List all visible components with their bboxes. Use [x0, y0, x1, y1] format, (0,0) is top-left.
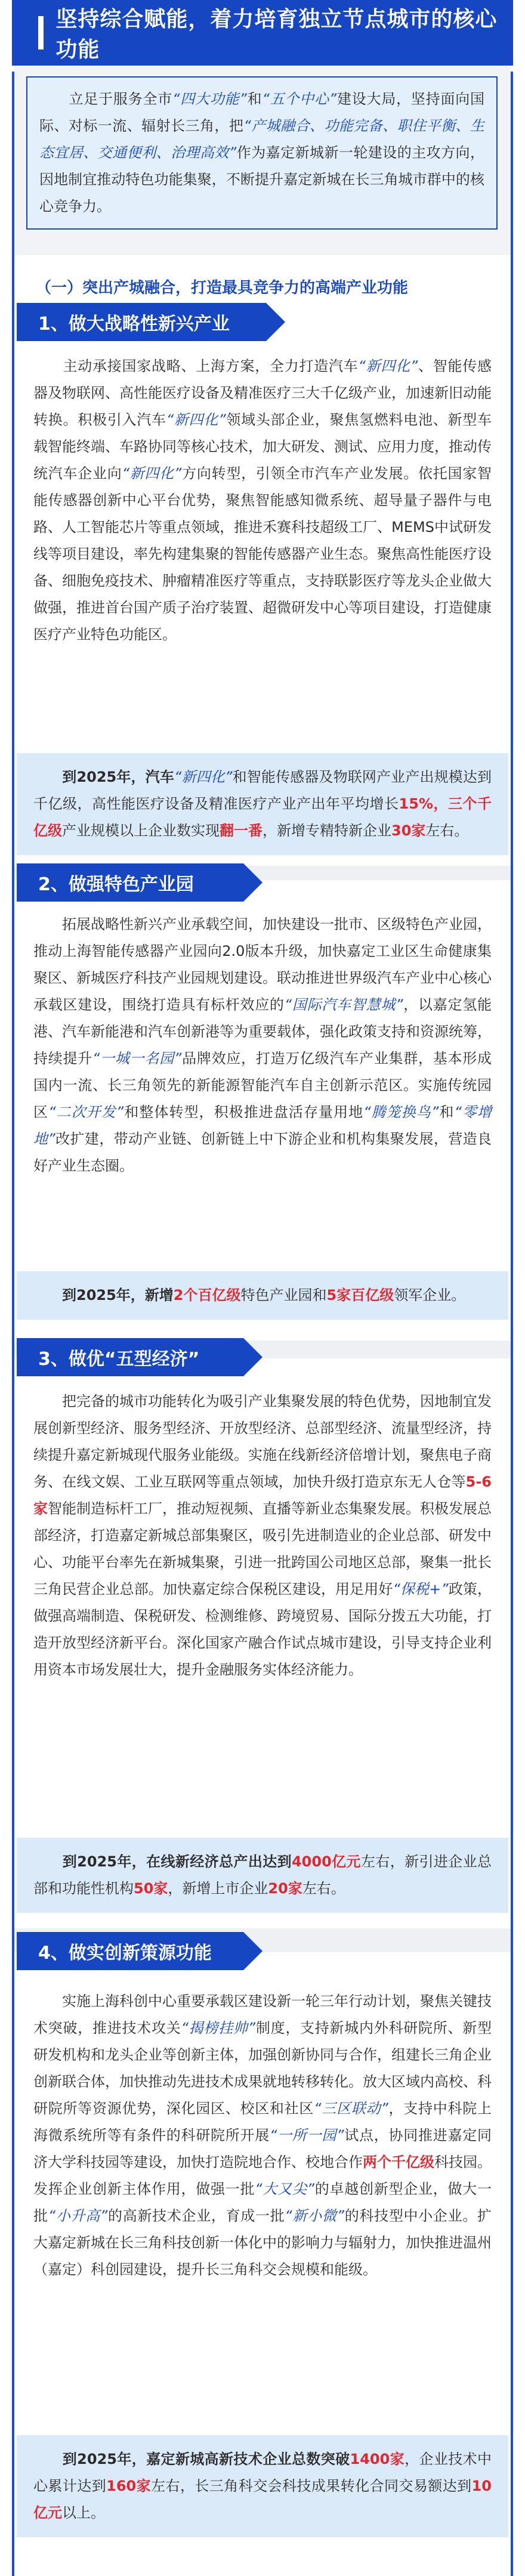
body-text: 试点，协同推进嘉定同济大学科技园等建设，加快打造院地合作、校地合作: [33, 2127, 492, 2171]
intro-emphasis: “四大功能”: [172, 91, 247, 107]
body-text: 方向转型，引领全市汽车产业发展。依托国家智能传感器创新中心平台优势，聚焦智能感知微系统、超导量子器件与电路、人工智能芯片等重点领域，推进禾赛科技超级工厂、MEMS中试研发线等项目建设，率先构建集聚的智能传感器产业生态。聚焦高性能医疗设备、细胞免疫技术、肿瘤精准医疗等重点，支持联影医疗等龙头企业做大做强，推进首台国产质子治疗装置、超微研发中心等项目建设，打造健康医疗产业特色功能区。: [33, 465, 492, 643]
target-highlight: 2个百亿级: [173, 1287, 241, 1304]
section-heading-3: 3、做优“五型经济”: [17, 1338, 243, 1376]
body-emphasis: “一城一名园”: [92, 1050, 182, 1067]
target-highlight: 50家: [134, 1880, 168, 1897]
body-highlight: 5-6家: [33, 1473, 492, 1517]
body-text: 的卓越创新型企业，做大一批: [33, 2181, 492, 2224]
body-emphasis: “新小微”: [285, 2207, 345, 2224]
body-text: 实施上海科创中心重要承载区建设新一轮三年行动计划，聚焦关键技术突破，推进技术攻关: [33, 1993, 492, 2036]
target-text: 左右，新引进企业总部和功能性机构: [33, 1853, 492, 1897]
section-4-target: [17, 2435, 508, 2537]
target-highlight: 20家: [268, 1880, 302, 1897]
target-highlight: 翻一番: [220, 822, 262, 839]
body-emphasis: “零增地”: [33, 1104, 492, 1147]
target-text: ，新增专精特新企业: [262, 822, 391, 839]
body-highlight: 两个千亿级: [363, 2154, 434, 2171]
body-text: 改扩建，带动产业链、创新链上中下游企业和机构集聚发展，营造良好产业生态圈。: [33, 1131, 492, 1174]
body-emphasis: “一所一园”: [269, 2127, 344, 2144]
body-text: ，以嘉定氢能港、汽车新能港和汽车创新港等为重要载体，强化政策支持和资源统筹，持续提升: [33, 996, 492, 1067]
page-title-banner: [12, 0, 513, 66]
intro-emphasis: “产城融合、功能完备、职住平衡、生态宜居、交通便利、治理高效”: [39, 117, 484, 161]
body-text: 的科技型中小企业。扩大嘉定新城在长三角科技创新一体化中的影响力与辐射力，加快推进温州（嘉定）科创园建设，提升长三角科交会规模和能级。: [33, 2207, 492, 2278]
body-emphasis: “大又尖”: [255, 2181, 315, 2197]
section-1-target: [17, 753, 508, 855]
body-text: 领域头部企业，聚焦氢燃料电池、新型车载智能终端、车路协同等核心技术，加大研发、测试、应用力度，推动传统汽车企业向: [33, 411, 492, 482]
target-text: 到2025年，嘉定新城高新技术企业总数突破: [62, 2451, 350, 2467]
body-text: 把完备的城市功能转化为吸引产业集聚发展的特色优势，因地制宜发展创新型经济、服务型经济、开放型经济、总部型经济、流量型经济，持续提升嘉定新城现代服务业能级。实施在线新经济倍增计划，聚焦电子商务、在线文娱、工业互联网等重点领域，加快升级打造京东无人仓等: [33, 1393, 492, 1490]
target-text: 领军企业。: [394, 1287, 466, 1304]
section-heading-4: 4、做实创新策源功能: [17, 1932, 243, 1970]
intro-text: 作为嘉定新城新一轮建设的主攻方向，因地制宜推动特色功能集聚，不断提升嘉定新城在长三角城市群中的核心竞争力。: [39, 144, 484, 215]
target-text: ，企业技术中心累计达到: [33, 2451, 492, 2494]
section-4-body: [33, 1988, 492, 2283]
subsection-heading: （一）突出产城融合，打造最具竞争力的高端产业功能: [36, 279, 409, 297]
target-text: 以上。: [62, 2504, 105, 2521]
body-text: 科技园。发挥企业创新主体作用，做强一批: [33, 2154, 492, 2197]
section-heading-2: 2、做强特色产业园: [17, 863, 243, 902]
body-text: 制度，支持新城内外科研院所、新型研发机构和龙头企业等创新主体，加强创新协同与合作，组建长三角企业创新联合体，加快推动先进技术成果就地转移转化。放大区域内高校、科研院所等资源优势，深化园区、校区和社区: [33, 2020, 492, 2117]
target-highlight: 15%，三个千亿级: [33, 795, 492, 839]
target-text: 到2025年，在线新经济总产出达到: [62, 1853, 292, 1870]
target-highlight: 160家: [106, 2478, 152, 2494]
body-emphasis: “新四化”: [358, 358, 418, 374]
intro-text: 建设大局，坚持面向国际、对标一流、辐射长三角，把: [39, 91, 485, 134]
body-text: 、智能传感器及物联网、高性能医疗设备及精准医疗三大千亿级产业，加速新旧动能转换。积极引入汽车: [33, 358, 492, 428]
body-text: 政策，做强高端制造、保税研发、检测维修、跨境贸易、国际分拨五大功能，打造开放型经济新平台。深化国家产融合作试点城市建设，引导支持企业利用资本市场发展壮大，提升金融服务实体经济能力。: [33, 1581, 492, 1678]
body-text: 品牌效应，打造万亿级汽车产业集群，基本形成国内一流、长三角领先的新能源智能汽车自主创新示范区。实施传统园区: [33, 1050, 492, 1120]
body-emphasis: “小升高”: [48, 2207, 108, 2224]
intro-text: 立足于服务全市: [69, 91, 173, 107]
intro-paragraph: [26, 76, 498, 230]
target-text: ，新增上市企业: [168, 1880, 268, 1897]
target-text: 产业规模以上企业数实现: [62, 822, 220, 839]
body-emphasis: “二次开发”: [48, 1104, 124, 1120]
target-text: 左右。: [302, 1880, 345, 1897]
section-2-body: [33, 911, 492, 1179]
section-2-target: [17, 1271, 508, 1320]
body-emphasis: “保税+”: [393, 1581, 449, 1597]
body-text: 的高新技术企业，育成一批: [107, 2207, 285, 2224]
target-text: 和智能传感器及物联网产业产出规模达到千亿级，高性能医疗设备及精准医疗产业产出年平均增长: [33, 769, 492, 812]
target-highlight: 30家: [391, 822, 426, 839]
body-text: ，支持中科院上海微系统所等有条件的科研院所开展: [33, 2100, 492, 2144]
section-3-target: [17, 1838, 508, 1913]
body-text: 拓展战略性新兴产业承载空间，加快建设一批市、区级特色产业园，推动上海智能传感器产业园向2.0版本升级，加快嘉定工业区生命健康集聚区、新城医疗科技产业园规划建设。联动推进世界级汽车产业中心核心承载区建设，围绕打造具有标杆效应的: [33, 916, 492, 1013]
section-heading-1: 1、做大战略性新兴产业: [17, 303, 266, 341]
target-highlight: 5家百亿级: [326, 1287, 394, 1304]
intro-emphasis: “五个中心”: [262, 91, 337, 107]
body-text: 和整体转型，积极推进盘活存量用地: [123, 1104, 364, 1120]
target-text: 特色产业园和: [240, 1287, 327, 1304]
target-text: 到2025年，汽车: [62, 769, 174, 785]
body-text: 主动承接国家战略、上海方案，全力打造汽车: [63, 358, 359, 374]
target-highlight: 4000亿元: [291, 1853, 361, 1870]
intro-text: 和: [246, 91, 262, 107]
body-emphasis: “新四化”: [166, 411, 226, 428]
body-text: 智能制造标杆工厂，推动短视频、直播等新业态集聚发展。积极发展总部经济，打造嘉定新城总部集聚区，吸引先进制造业的企业总部、研发中心、功能平台率先在新城集聚，引进一批跨国公司地区总部，聚集一批长三角民营企业总部。加快嘉定综合保税区建设，用足用好: [33, 1500, 492, 1597]
target-text: 左右，长三角科交会科技成果转化合同交易额达到: [151, 2478, 472, 2494]
body-text: 和: [438, 1104, 455, 1120]
target-emphasis: “新四化”: [174, 769, 233, 785]
section-1-body: [33, 353, 492, 648]
title-accent-bar: [38, 16, 44, 49]
body-emphasis: “揭榜挂帅”: [181, 2020, 256, 2036]
target-text: 左右。: [425, 822, 469, 839]
body-emphasis: “国际汽车智慧城”: [284, 996, 403, 1013]
target-highlight: 10亿元: [33, 2478, 492, 2521]
body-emphasis: “新四化”: [122, 465, 182, 482]
target-highlight: 1400家: [350, 2451, 405, 2467]
body-emphasis: “三区联动”: [314, 2100, 388, 2117]
target-text: 到2025年，新增: [62, 1287, 174, 1304]
body-emphasis: “腾笼换鸟”: [363, 1104, 439, 1120]
page-title: 坚持综合赋能，着力培育独立节点城市的核心功能: [55, 7, 498, 62]
section-3-body: [33, 1388, 492, 1683]
